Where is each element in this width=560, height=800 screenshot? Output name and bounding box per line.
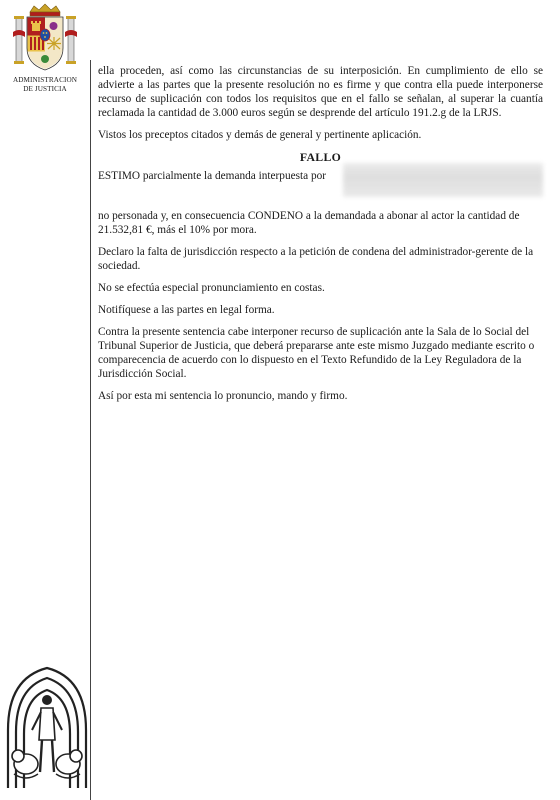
section-heading-fallo: FALLO [299,150,342,164]
institution-line-1: ADMINISTRACION [12,76,78,84]
document-body [98,64,543,411]
paragraph-condeno: no personada y, en consecuencia CONDENO a la demandada a abonar al actor la cantidad de 21.532,81 €, más el 10% por mora. [98,210,520,236]
paragraph-costs: No se efectúa especial pronunciamiento en costas. [98,282,325,294]
paragraph-resolution-notice: ella proceden, así como las circunstancias de su interposición. En cumplimiento de ello se advierte a las partes que la presente resolución no es firme y que contra ella puede interponerse recurso de suplicación con todos los requisitos que en el fallo se señalan, al superar la cuantía reclamada la cantidad de 3.000 euros según se desprende del artículo 191.2.g de la LRJS. [98,65,543,119]
redacted-party-block [343,163,543,197]
junta-andalucia-seal-icon [4,660,90,790]
paragraph-estimo [98,169,543,205]
margin-rule [90,60,91,800]
institution-label [2,76,88,93]
paragraph-appeal: Contra la presente sentencia cabe interponer recurso de suplicación ante la Sala de lo Social del Tribunal Superior de Justicia, que deberá prepararse ante este mismo Juzgado mediante escrito o comparecencia de acuerdo con lo dispuesto en el Texto Refundido de la Ley Reguladora de la Jurisdicción Social. [98,326,535,380]
paragraph-signoff: Así por esta mi sentencia lo pronuncio, mando y firmo. [98,390,348,402]
coat-of-arms-icon [12,2,78,74]
paragraph-notify: Notifíquese a las partes en legal forma. [98,304,275,316]
paragraph-estimo-text: ESTIMO parcialmente la demanda interpuesta por [98,170,327,182]
paragraph-precepts: Vistos los preceptos citados y demás de general y pertinente aplicación. [98,129,422,141]
institution-line-2: DE JUSTICIA [23,84,67,93]
paragraph-jurisdiction: Declaro la falta de jurisdicción respecto a la petición de condena del administrador-gerente de la sociedad. [98,246,534,272]
